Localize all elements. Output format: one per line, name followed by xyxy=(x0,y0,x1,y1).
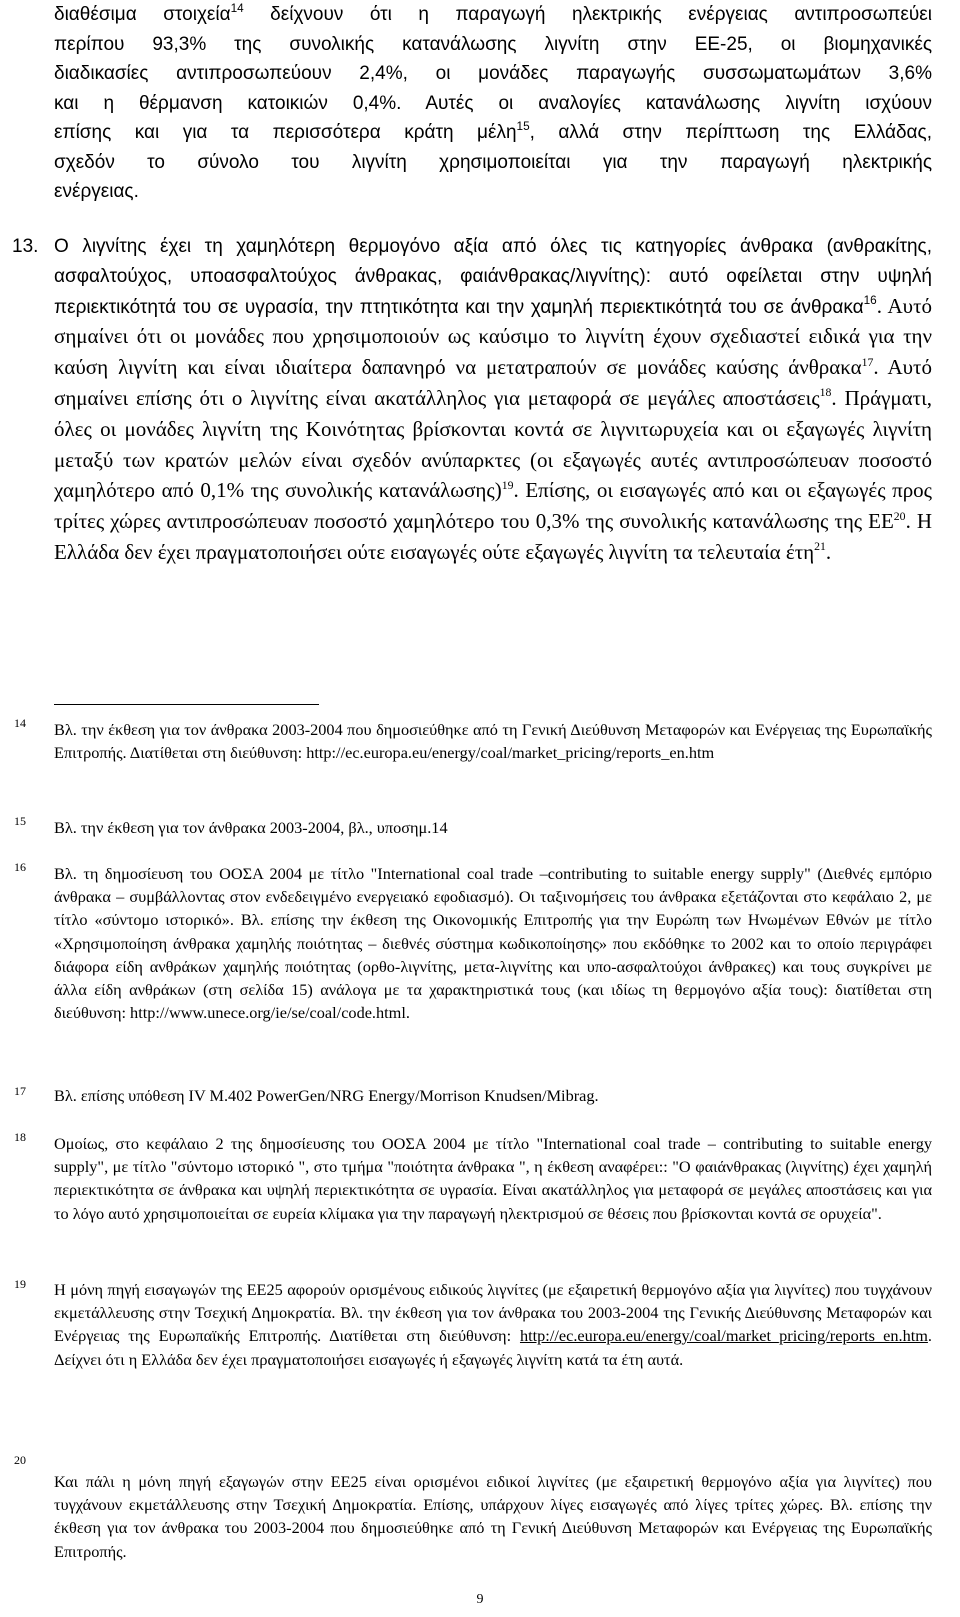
footnote-20: Και πάλι η μόνη πηγή εξαγωγών στην ΕΕ25 είναι ορισμένοι ειδικοί λιγνίτες (με εξαιρετική θερμογόνο αξία για λιγνίτες) που τυγχάνουν εκμετάλλευσης στην Τσεχική Δημοκρατία. Επίσης, υπάρχουν λίγες εισαγωγές από λίγες τρίτες χώρες. Βλ. επίσης την έκθεση για τον άνθρακα του 2003-2004 που δημοσιεύθηκε από τη Γενική Διεύθυνση Μεταφορών και Ενέργειας της Ευρωπαϊκής Επιτροπής. xyxy=(54,1472,932,1561)
paragraph-1-line: και η θέρμανση κατοικιών 0,4%. Αυτές οι αναλογίες κατανάλωσης λιγνίτη ισχύουν xyxy=(54,92,932,114)
paragraph-1-line: επίσης και για τα περισσότερα κράτη μέλη$^{15}$, αλλά στην περίπτωση της Ελλάδας, xyxy=(54,119,932,143)
paragraph-1-line: σχεδόν το σύνολο του λιγνίτη χρησιμοποιείται για την παραγωγή ηλεκτρικής xyxy=(54,151,932,173)
paragraph-number: 13. xyxy=(12,236,39,257)
footnote-number: 15 xyxy=(14,814,26,828)
footnote-ref-18[interactable]: 18 xyxy=(819,386,832,400)
footnote-16: Βλ. τη δημοσίευση του ΟΟΣΑ 2004 με τίτλο "International coal trade –contributing to suitable energy supply" (Διεθνές εμπόριο άνθρακα – συμβάλλοντας στον ενδεδειγμένο ενεργειακό εφοδιασμό). Οι ταξινομήσεις του άνθρακα εξετάζονται στο κεφάλαιο 2, με τίτλο «σύντομο ιστορικό». Βλ. επίσης την έκθεση της Οικονομικής Επιτροπής για την Ευρώπη των Ηνωμένων Εθνών με τίτλο «Χρησιμοποίηση άνθρακα χαμηλής ποιότητας – διεθνές σύστημα κωδικοποίησης» που εκδόθηκε το 2002 και το οποίο περιγράφει διάφορα είδη ανθράκων χαμηλής ποιότητας (ορθο-λιγνίτης, μετα-λιγνίτης και υπο-ασφαλτούχοι άνθρακες) και τους συγκρίνει με άλλα είδη ανθράκων (στη σελίδα 15) ανάλογα με τα χαρακτηριστικά τους (και ιδίως τη θερμογόνο αξία τους): διατίθεται στη διεύθυνση: http://www.unece.org/ie/se/coal/code.html. xyxy=(54,864,932,1023)
footnote-number: 18 xyxy=(14,1130,26,1144)
footnote-ref-21[interactable]: 21 xyxy=(814,540,826,554)
footnote-separator xyxy=(54,704,319,705)
footnote-number: 14 xyxy=(14,716,26,730)
paragraph-13 xyxy=(12,232,933,569)
paragraph-13-text-e: . Η Ελλάδα δεν έχει πραγματοποιήσει ούτε εισαγωγές ούτε εξαγωγές λιγνίτη τα τελευταία έτη xyxy=(54,509,932,564)
paragraph-1-line: ενέργειας. xyxy=(54,181,139,202)
footnote-ref-20[interactable]: 20 xyxy=(893,509,906,523)
paragraph-13-text-a: . Αυτό σημαίνει ότι οι μονάδες που χρησιμοποιούν ως καύσιμο το λιγνίτη έχουν σχεδιαστεί ειδικά για την καύση λιγνίτη και είναι ιδιαίτερα δαπανηρό να μετατραπούν σε μονάδες καύσης άνθρακα xyxy=(54,293,933,380)
footnote-number: 16 xyxy=(14,860,26,874)
footnote-18: Ομοίως, στο κεφάλαιο 2 της δημοσίευσης του ΟΟΣΑ 2004 με τίτλο "International coal trade – contributing to suitable energy supply", με τίτλο "σύντομο ιστορικό ", στο τμήμα "ποιότητα άνθρακα ", η έκθεση αναφέρει:: "Ο φαιάνθρακας (λιγνίτης) έχει χαμηλή περιεκτικότητα σε άνθρακα και υψηλή περιεκτικότητα σε υγρασία. Είναι ακατάλληλος για μεταφορά σε μεγάλες αποστάσεις και για το λόγο αυτό χρησιμοποιείται σε ευρεία κλίμακα για την παραγωγή ηλεκτρισμού σε θέσεις που βρίσκονται κοντά σε ορυχεία". xyxy=(54,1134,932,1223)
paragraph-1-line: διαθέσιμα στοιχεία$^{14}$ δείχνουν ότι η παραγωγή ηλεκτρικής ενέργειας αντιπροσωπεύει xyxy=(54,1,932,25)
footnote-number: 19 xyxy=(14,1277,26,1291)
footnote-number: 17 xyxy=(14,1084,26,1098)
footnote-ref-16[interactable]: 16 xyxy=(863,294,877,308)
paragraph-13-text-c: . Πράγματι, όλες οι μονάδες λιγνίτη της Κοινότητας βρίσκονται κοντά σε λιγνιτωρυχεία και οι εξαγωγές λιγνίτη μεταξύ των κρατών μελών είναι σχεδόν ανύπαρκτες (οι εξαγωγές αυτές αντιπροσώπευαν ποσοστό χαμηλότερο από 0,1% της συνολικής κατανάλωσης) xyxy=(54,385,932,503)
paragraph-13-text-d: . Επίσης, οι εισαγωγές από και οι εξαγωγές προς τρίτες χώρες αντιπροσώπευαν ποσοστό χαμηλότερο του 0,3% της συνολικής κατανάλωσης της ΕΕ xyxy=(54,478,932,534)
paragraph-1 xyxy=(54,0,932,207)
page-number: 9 xyxy=(476,1592,484,1607)
paragraph-13-sans-text: Ο λιγνίτης έχει τη χαμηλότερη θερμογόνο αξία από όλες τις κατηγορίες άνθρακα (ανθρακίτης, ασφαλτούχος, υποασφαλτούχος άνθρακας, φαιάνθρακας/λιγνίτης): αυτό οφείλεται στην υψηλή περιεκτικότητά του σε υγρασία, την πτητικότητα και την χαμηλή περιεκτικότητά του σε άνθρακα xyxy=(54,236,932,318)
footnote-number: 20 xyxy=(14,1453,26,1467)
footnote-14: Βλ. την έκθεση για τον άνθρακα 2003-2004 που δημοσιεύθηκε από τη Γενική Διεύθυνση Μεταφορών και Ενέργειας της Ευρωπαϊκής Επιτροπής. Διατίθεται στη διεύθυνση: http://ec.europa.eu/energy/coal/market_pricing/reports_en.htm xyxy=(54,720,932,763)
footnote-ref-17[interactable]: 17 xyxy=(861,355,874,369)
paragraph-13-text-f: . xyxy=(825,539,832,564)
footnote-19: Η μόνη πηγή εισαγωγών της ΕΕ25 αφορούν ορισμένους ειδικούς λιγνίτες (με εξαιρετική θερμογόνο αξία για λιγνίτες) που τυγχάνουν εκμετάλλευσης στην Τσεχική Δημοκρατία. Βλ. την έκθεση για τον άνθρακα του 2003-2004 της Γενικής Διεύθυνσης Μεταφορών και Ενέργειας της Ευρωπαϊκής Επιτροπής. Διατίθεται στη διεύθυνση: http://ec.europa.eu/energy/coal/market_pricing/reports_en.htm. Δείχνει ότι η Ελλάδα δεν έχει πραγματοποιήσει εισαγωγές ή εξαγωγές λιγνίτη κατά τα έτη αυτά. xyxy=(54,1280,932,1369)
footnote-15: Βλ. την έκθεση για τον άνθρακα 2003-2004, βλ., υποσημ.14 xyxy=(54,818,448,837)
footnote-ref-19[interactable]: 19 xyxy=(501,478,514,492)
paragraph-1-line: διαδικασίες αντιπροσωπεύουν 2,4%, οι μονάδες παραγωγής συσσωματωμάτων 3,6% xyxy=(54,63,932,84)
footnote-19-link[interactable]: http://ec.europa.eu/energy/coal/market_pricing/reports_en.htm xyxy=(519,1326,928,1346)
footnote-ref-15[interactable]: 15 xyxy=(516,119,530,133)
paragraph-13-text-b: . Αυτό σημαίνει επίσης ότι ο λιγνίτης είναι ακατάλληλος για μεταφορά σε μεγάλες αποστάσεις xyxy=(54,355,932,410)
paragraph-1-line: περίπου 93,3% της συνολικής κατανάλωσης λιγνίτη στην ΕΕ-25, οι βιομηχανικές xyxy=(54,33,932,55)
footnote-17: Βλ. επίσης υπόθεση IV M.402 PowerGen/NRG Energy/Morrison Knudsen/Mibrag. xyxy=(54,1086,599,1105)
footnote-ref-14[interactable]: 14 xyxy=(230,1,244,15)
